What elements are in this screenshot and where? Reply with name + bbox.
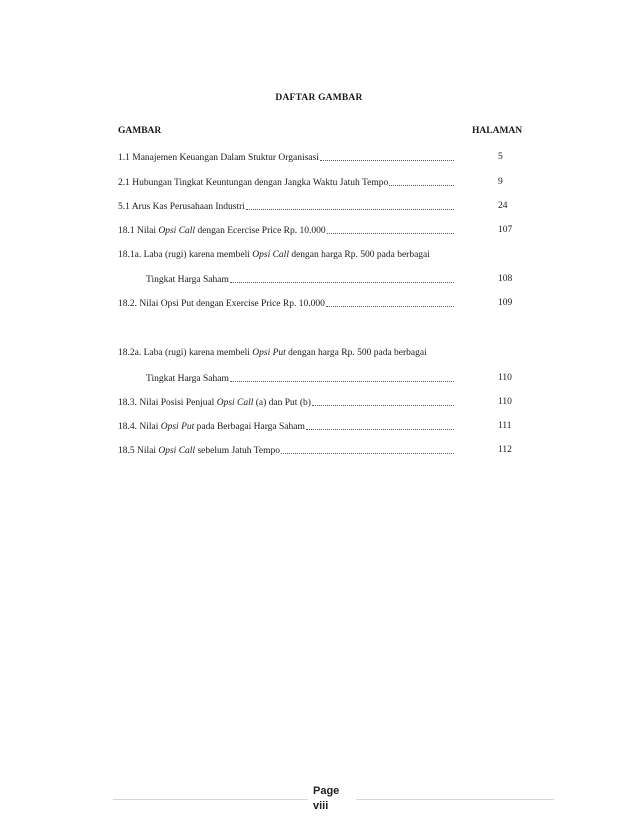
toc-entry[interactable] xyxy=(118,395,526,409)
entry-label: 18.3. Nilai Posisi Penjual Opsi Call (a) dan Put (b) xyxy=(118,398,311,408)
entry-page-number: 110 xyxy=(498,397,512,407)
toc-entry[interactable] xyxy=(118,296,526,310)
page-number: viii xyxy=(313,800,329,812)
entry-label-line1: 18.2a. Laba (rugi) karena membeli Opsi Put dengan harga Rp. 500 pada berbagai xyxy=(118,348,427,358)
toc-entry[interactable] xyxy=(118,371,526,385)
dot-leader xyxy=(326,297,454,307)
dot-leader xyxy=(389,176,454,186)
toc-entry[interactable] xyxy=(118,443,526,457)
entry-label: 18.5 Nilai Opsi Call sebelum Jatuh Tempo xyxy=(118,446,280,456)
dot-leader xyxy=(230,273,454,283)
page-number-footer xyxy=(313,784,339,814)
dot-leader xyxy=(281,444,454,454)
entry-page-number: 107 xyxy=(498,225,513,235)
entry-label: 18.4. Nilai Opsi Put pada Berbagai Harga Saham xyxy=(118,422,305,432)
column-header-page: HALAMAN xyxy=(472,126,523,136)
dot-leader xyxy=(306,420,454,430)
page-label: Page xyxy=(313,785,340,797)
dot-leader xyxy=(246,200,454,210)
entry-page-number: 108 xyxy=(498,274,513,284)
entry-label: 18.2. Nilai Opsi Put dengan Exercise Price Rp. 10.000 xyxy=(118,299,325,309)
column-header-figure: GAMBAR xyxy=(118,126,162,136)
entry-page-number: 24 xyxy=(498,201,508,211)
entry-label: 5.1 Arus Kas Perusahaan Industri xyxy=(118,202,245,212)
dot-leader xyxy=(327,224,454,234)
toc-entry[interactable] xyxy=(118,223,526,237)
entry-label-line1: 18.1a. Laba (rugi) karena membeli Opsi Call dengan harga Rp. 500 pada berbagai xyxy=(118,250,430,260)
footer-rule-left xyxy=(113,799,308,800)
toc-entry[interactable] xyxy=(118,199,526,213)
toc-entry[interactable] xyxy=(118,419,526,433)
entry-page-number: 5 xyxy=(498,152,503,162)
toc-entry[interactable] xyxy=(118,175,526,189)
dot-leader xyxy=(320,151,454,161)
entry-page-number: 110 xyxy=(498,373,512,383)
entry-page-number: 112 xyxy=(498,445,512,455)
entry-label: 18.1 Nilai Opsi Call dengan Ecercise Price Rp. 10.000 xyxy=(118,226,326,236)
entry-label: 1.1 Manajemen Keuangan Dalam Stuktur Organisasi xyxy=(118,153,319,163)
entry-page-number: 109 xyxy=(498,298,513,308)
entry-label: Tingkat Harga Saham xyxy=(146,275,229,285)
dot-leader xyxy=(312,396,454,406)
entry-label: 2.1 Hubungan Tingkat Keuntungan dengan Jangka Waktu Jatuh Tempo xyxy=(118,178,389,188)
entry-label: Tingkat Harga Saham xyxy=(146,374,229,384)
toc-entry[interactable] xyxy=(118,150,526,164)
dot-leader xyxy=(230,372,454,382)
toc-entry[interactable] xyxy=(118,272,526,286)
entry-page-number: 9 xyxy=(498,177,503,187)
entry-page-number: 111 xyxy=(498,421,512,431)
footer-rule-right xyxy=(356,799,554,800)
page-title: DAFTAR GAMBAR xyxy=(275,93,363,103)
